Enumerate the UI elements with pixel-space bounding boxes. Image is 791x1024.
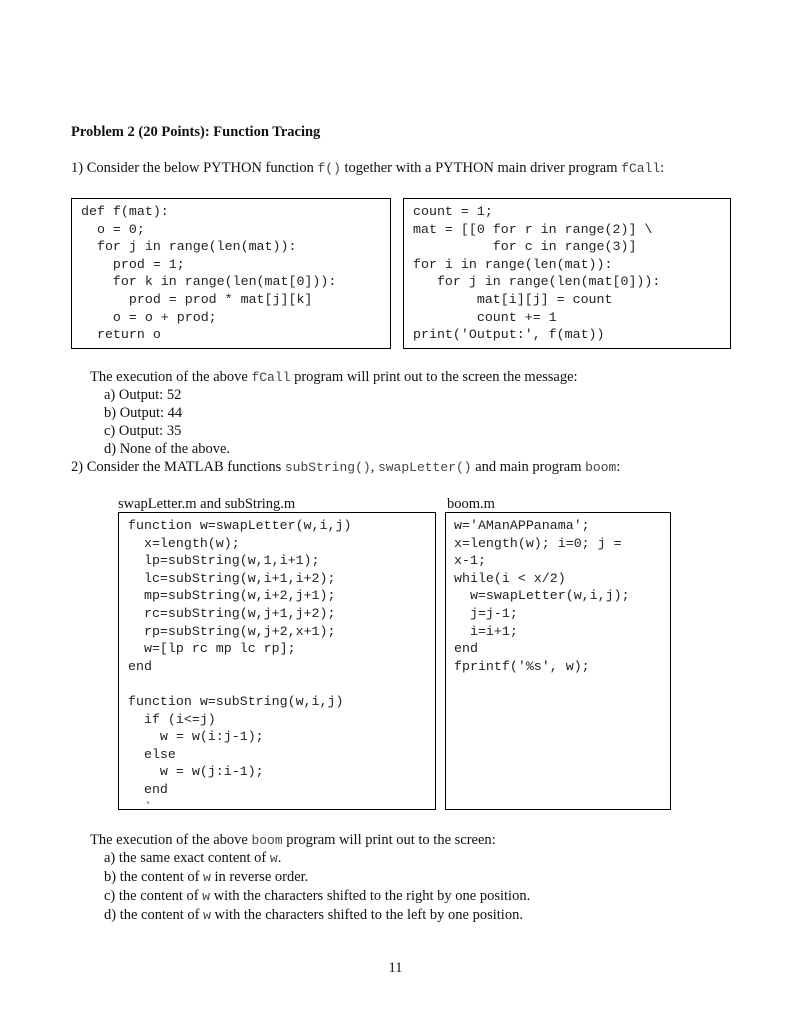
python-function-code: def f(mat): o = 0; for j in range(len(mat)): prod = 1; for k in range(len(mat[0])): prod = prod * mat[j][k] o = o + prod; return o <box>81 204 337 343</box>
matlab-functions-code: function w=swapLetter(w,i,j) x=length(w); lp=subString(w,1,i+1); lc=subString(w,i+1,i+2); mp=subString(w,i+2,j+1); rc=subString(w,j+1,j+2); rp=subString(w,j+2,x+1); w=[lp rc mp lc rp]; end function w=subString(w,i,j) if (i<=j) w = w(i:j-1); else w = w(j:i-1); end ` <box>128 518 352 815</box>
q2-option-a-end: . <box>277 850 282 866</box>
q1-question-code: fCall <box>251 370 291 385</box>
q1-option-d[interactable]: d) None of the above. <box>104 441 231 457</box>
q1-intro-text-1: 1) Consider the below PYTHON function <box>71 160 318 176</box>
q2-option-c[interactable] <box>104 888 530 905</box>
matlab-functions-caption: swapLetter.m and subString.m <box>118 496 296 512</box>
q1-option-a[interactable]: a) Output: 52 <box>104 387 182 403</box>
q2-option-d-text: d) the content of <box>104 907 204 923</box>
q1-intro-text-3: : <box>660 160 665 176</box>
q1-option-b[interactable]: b) Output: 44 <box>104 405 183 421</box>
q2-intro-code-boom: boom <box>585 460 617 475</box>
q1-intro-code-f: f() <box>317 161 341 176</box>
q2-option-d-code: w <box>203 908 211 923</box>
boom-code: w='AManAPPanama'; x=length(w); i=0; j = x-1; while(i < x/2) w=swapLetter(w,i,j); j=j-1; i=i+1; end fprintf('%s', w); <box>454 518 630 674</box>
q2-intro-code-substring: subString() <box>284 460 371 475</box>
q1-intro-text-2: together with a PYTHON main driver program <box>340 160 622 176</box>
q2-option-d[interactable] <box>104 907 523 924</box>
q2-intro-sep: , <box>370 459 378 475</box>
q2-option-c-code: w <box>202 889 211 904</box>
q2-intro-text-3: : <box>616 459 621 475</box>
python-driver-box <box>403 198 731 349</box>
q2-question-text-1: The execution of the above <box>90 832 252 848</box>
q1-option-c[interactable]: c) Output: 35 <box>104 423 182 439</box>
python-driver-code: count = 1; mat = [[0 for r in range(2)] \ for c in range(3)] for i in range(len(mat)): for j in range(len(mat[0])): mat[i][j] = count count += 1 print('Output:', f(mat)) <box>413 204 661 343</box>
q2-question-text-2: program will print out to the screen: <box>282 832 496 848</box>
q2-question-code: boom <box>251 833 283 848</box>
q1-question <box>90 369 578 386</box>
q2-option-d-end: with the characters shifted to the left by one position. <box>210 907 523 923</box>
q2-option-c-end: with the characters shifted to the right by one position. <box>210 888 531 904</box>
q2-option-a-code: w <box>269 851 278 866</box>
q1-intro-code-fcall: fCall <box>621 161 661 176</box>
q1-question-text-1: The execution of the above <box>90 369 252 385</box>
matlab-functions-box <box>118 512 436 815</box>
problem-title: Problem 2 (20 Points): Function Tracing <box>71 124 321 140</box>
q2-intro-text-2: and main program <box>471 459 586 475</box>
q2-question <box>90 832 496 849</box>
q2-option-c-text: c) the content of <box>104 888 203 904</box>
q2-option-a[interactable] <box>104 850 281 867</box>
q2-option-b-end: in reverse order. <box>210 869 309 885</box>
boom-box <box>445 512 671 810</box>
page-number: 11 <box>388 960 403 976</box>
q2-option-b-code: w <box>203 870 211 885</box>
q2-option-b[interactable] <box>104 869 308 886</box>
q2-intro-text-1: 2) Consider the MATLAB functions <box>71 459 285 475</box>
boom-caption: boom.m <box>447 496 495 512</box>
q1-question-text-2: program will print out to the screen the message: <box>290 369 578 385</box>
q2-option-a-text: a) the same exact content of <box>104 850 270 866</box>
q2-intro-code-swapletter: swapLetter() <box>377 460 472 475</box>
q1-intro <box>71 160 664 177</box>
python-function-box <box>71 198 391 349</box>
q2-intro <box>71 459 620 476</box>
q2-option-b-text: b) the content of <box>104 869 204 885</box>
